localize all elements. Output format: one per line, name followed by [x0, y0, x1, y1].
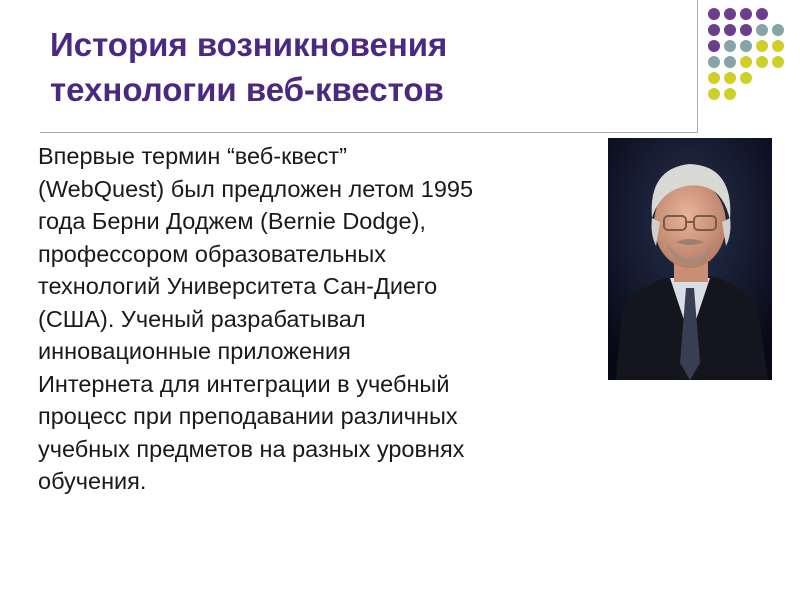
decorative-dot: [772, 56, 784, 68]
decorative-dot: [724, 8, 736, 20]
decorative-dot: [756, 56, 768, 68]
decorative-dot-grid: [708, 8, 786, 102]
body-line: (США). Ученый разрабатывал: [38, 305, 366, 332]
decorative-dot: [740, 24, 752, 36]
portrait-photo: [608, 138, 772, 380]
decorative-dot: [740, 72, 752, 84]
body-line: учебных предметов на разных уровнях: [38, 435, 465, 462]
body-line: Впервые термин “веб-квест”: [38, 143, 347, 169]
decorative-dot: [772, 24, 784, 36]
decorative-dot: [708, 8, 720, 20]
decorative-dot: [740, 40, 752, 52]
frame-vertical-line: [697, 0, 698, 133]
title-underline: [40, 132, 698, 133]
portrait-illustration: [608, 138, 772, 380]
decorative-dot: [724, 56, 736, 68]
decorative-dot: [724, 40, 736, 52]
body-line: технологий Университета Сан-Диего: [38, 273, 438, 299]
dot-spacer: [756, 88, 770, 102]
body-line: Интернета для интеграции в учебный: [38, 370, 450, 397]
slide-title: [50, 22, 670, 112]
dot-spacer: [772, 72, 786, 86]
decorative-dot: [708, 88, 720, 100]
body-line: процесс при преподавании различных: [38, 403, 458, 429]
body-text: [38, 140, 658, 498]
decorative-dot: [724, 72, 736, 84]
decorative-dot: [756, 8, 768, 20]
dot-spacer: [740, 88, 754, 102]
title-line-2: технологии веб-квестов: [50, 71, 444, 108]
decorative-dot: [724, 88, 736, 100]
decorative-dot: [756, 40, 768, 52]
decorative-dot: [708, 56, 720, 68]
decorative-dot: [772, 40, 784, 52]
decorative-dot: [740, 56, 752, 68]
decorative-dot: [708, 24, 720, 36]
decorative-dot: [740, 8, 752, 20]
decorative-dot: [756, 24, 768, 36]
decorative-dot: [708, 72, 720, 84]
dot-spacer: [772, 88, 786, 102]
decorative-dot: [724, 24, 736, 36]
body-line: (WebQuest) был предложен летом 1995: [38, 175, 474, 202]
decorative-dot: [708, 40, 720, 52]
body-line: обучения.: [38, 468, 147, 494]
title-line-1: История возникновения: [50, 26, 448, 63]
body-line: инновационные приложения: [38, 338, 351, 364]
body-line: года Берни Доджем (Bernie Dodge),: [38, 208, 426, 234]
dot-spacer: [756, 72, 770, 86]
body-line: профессором образовательных: [38, 240, 387, 267]
dot-spacer: [772, 8, 786, 22]
